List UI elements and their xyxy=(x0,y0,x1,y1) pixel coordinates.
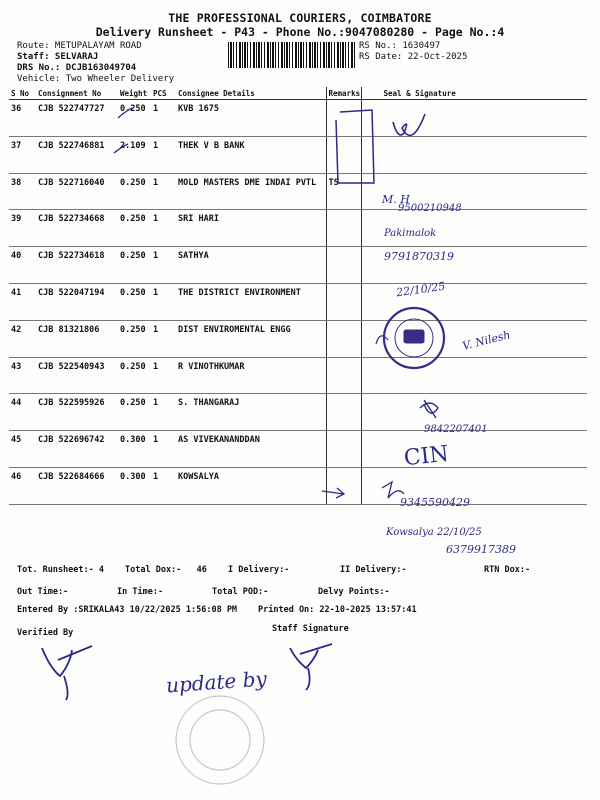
cell-consignment: CJB 522747727 xyxy=(36,100,118,137)
runsheet-subtitle: Delivery Runsheet - P43 - Phone No.:9047080280 - Page No.:4 xyxy=(95,25,505,39)
cell-consignment: CJB 522540943 xyxy=(36,357,118,394)
handwritten-date: 22/10/25 xyxy=(395,279,447,300)
printed-on: Printed On: 22-10-2025 13:57:41 xyxy=(258,605,417,615)
cell-sno: 45 xyxy=(9,431,36,468)
cell-consignee: S. THANGARAJ xyxy=(176,394,326,431)
cell-pcs: 1 xyxy=(151,320,176,357)
cell-sno: 43 xyxy=(9,357,36,394)
staff-signature-mark xyxy=(290,644,332,690)
col-consignee: Consignee Details xyxy=(176,87,326,100)
cell-pcs: 1 xyxy=(151,467,176,504)
total-dox: Total Dox:- 46 xyxy=(125,565,207,575)
handwritten-name: Kowsalya 22/10/25 xyxy=(386,527,482,538)
remarks-bracket xyxy=(336,110,374,183)
handwritten-phone: 9842207401 xyxy=(424,424,488,435)
cell-sno: 46 xyxy=(9,467,36,504)
rs-number: RS No.: 1630497 xyxy=(359,41,441,51)
cell-weight: 2.109 xyxy=(118,136,151,173)
handwritten-name: Pakimalok xyxy=(384,228,437,239)
handwritten-name: V. Nilesh xyxy=(461,328,512,353)
out-time: Out Time:- xyxy=(17,587,69,597)
cell-consignee: DIST ENVIROMENTAL ENGG xyxy=(176,320,326,357)
col-consignment: Consignment No xyxy=(36,87,118,100)
staff-signature-label: Staff Signature xyxy=(272,624,349,634)
vehicle-info: Vehicle: Two Wheeler Delivery xyxy=(17,74,175,84)
cell-sno: 39 xyxy=(9,210,36,247)
cell-consignee: THE DISTRICT ENVIRONMENT xyxy=(176,283,326,320)
entered-by: Entered By :SRIKALA43 10/22/2025 1:56:08 PM xyxy=(17,605,238,615)
cell-consignment: CJB 81321806 xyxy=(36,320,118,357)
cell-weight: 0.250 xyxy=(118,247,151,284)
cell-consignee: MOLD MASTERS DME INDAI PVTL xyxy=(176,173,326,210)
cell-weight: 0.250 xyxy=(118,173,151,210)
cell-weight: 0.300 xyxy=(118,467,151,504)
signature-mark xyxy=(393,114,425,135)
handwritten-phone: 9791870319 xyxy=(384,250,454,263)
tick-mark xyxy=(114,108,132,153)
cell-pcs: 1 xyxy=(151,210,176,247)
handwritten-phone: 9345590429 xyxy=(400,496,470,509)
cell-consignment: CJB 522746881 xyxy=(36,136,118,173)
cell-consignment: CJB 522595926 xyxy=(36,394,118,431)
cell-sno: 40 xyxy=(9,247,36,284)
in-time: In Time:- xyxy=(117,587,164,597)
delvy-points: Delvy Points:- xyxy=(318,587,390,597)
cell-weight: 0.250 xyxy=(118,100,151,137)
col-seal-signature: Seal & Signature xyxy=(361,87,587,100)
cell-consignee: R VINOTHKUMAR xyxy=(176,357,326,394)
cell-pcs: 1 xyxy=(151,431,176,468)
handwritten-phone: 6379917389 xyxy=(446,543,516,556)
verifier-signature xyxy=(42,646,92,700)
cell-consignment: CJB 522684666 xyxy=(36,467,118,504)
cell-pcs: 1 xyxy=(151,283,176,320)
verified-by-label: Verified By xyxy=(17,628,74,638)
tot-runsheet: Tot. Runsheet:- 4 xyxy=(17,565,104,575)
cell-sno: 36 xyxy=(9,100,36,137)
cell-pcs: 1 xyxy=(151,247,176,284)
company-title: THE PROFESSIONAL COURIERS, COIMBATORE xyxy=(168,11,432,25)
total-pod: Total POD:- xyxy=(212,587,269,597)
cell-weight: 0.250 xyxy=(118,357,151,394)
col-weight: Weight xyxy=(118,87,151,100)
cell-remarks: TS xyxy=(326,173,361,210)
cell-consignment: CJB 522047194 xyxy=(36,283,118,320)
handwritten-phone: 9500210948 xyxy=(398,203,462,214)
cell-sno: 38 xyxy=(9,173,36,210)
i-delivery: I Delivery:- xyxy=(228,565,290,575)
cell-consignment: CJB 522734668 xyxy=(36,210,118,247)
route-info: Route: METUPALAYAM ROAD xyxy=(17,41,142,51)
signature-mark xyxy=(420,400,438,418)
arrow-mark xyxy=(322,488,344,498)
cell-consignee: AS VIVEKANANDDAN xyxy=(176,431,326,468)
handwritten-mark: CIN xyxy=(402,441,450,472)
handwritten-note: M. H xyxy=(382,193,410,206)
col-pcs: PCS xyxy=(151,87,176,100)
cell-consignee: KOWSALYA xyxy=(176,467,326,504)
rs-date: RS Date: 22-Oct-2025 xyxy=(359,52,468,62)
cell-pcs: 1 xyxy=(151,357,176,394)
cell-pcs: 1 xyxy=(151,173,176,210)
cell-pcs: 1 xyxy=(151,136,176,173)
handwritten-note: update by xyxy=(165,666,268,698)
col-remarks: Remarks xyxy=(326,87,361,100)
cell-consignee: SATHYA xyxy=(176,247,326,284)
cell-consignment: CJB 522696742 xyxy=(36,431,118,468)
col-sno: S No xyxy=(9,87,36,100)
cell-pcs: 1 xyxy=(151,100,176,137)
cell-pcs: 1 xyxy=(151,394,176,431)
cell-consignee: KVB 1675 xyxy=(176,100,326,137)
cell-consignee: THEK V B BANK xyxy=(176,136,326,173)
signature-mark xyxy=(376,336,388,344)
drs-number: DRS No.: DCJB163049704 xyxy=(17,63,137,73)
cell-sno: 41 xyxy=(9,283,36,320)
cell-weight: 0.250 xyxy=(118,210,151,247)
cell-consignment: CJB 522734618 xyxy=(36,247,118,284)
cell-weight: 0.250 xyxy=(118,320,151,357)
cell-weight: 0.250 xyxy=(118,394,151,431)
cell-sno: 42 xyxy=(9,320,36,357)
cell-consignee: SRI HARI xyxy=(176,210,326,247)
cell-consignment: CJB 522716040 xyxy=(36,173,118,210)
cell-sno: 44 xyxy=(9,394,36,431)
delivery-stamp xyxy=(384,308,444,368)
cell-sno: 37 xyxy=(9,136,36,173)
ii-delivery: II Delivery:- xyxy=(340,565,407,575)
cell-weight: 0.300 xyxy=(118,431,151,468)
staff-info: Staff: SELVARAJ xyxy=(17,52,99,62)
office-stamp xyxy=(176,696,264,784)
cell-weight: 0.250 xyxy=(118,283,151,320)
rtn-dox: RTN Dox:- xyxy=(484,565,531,575)
